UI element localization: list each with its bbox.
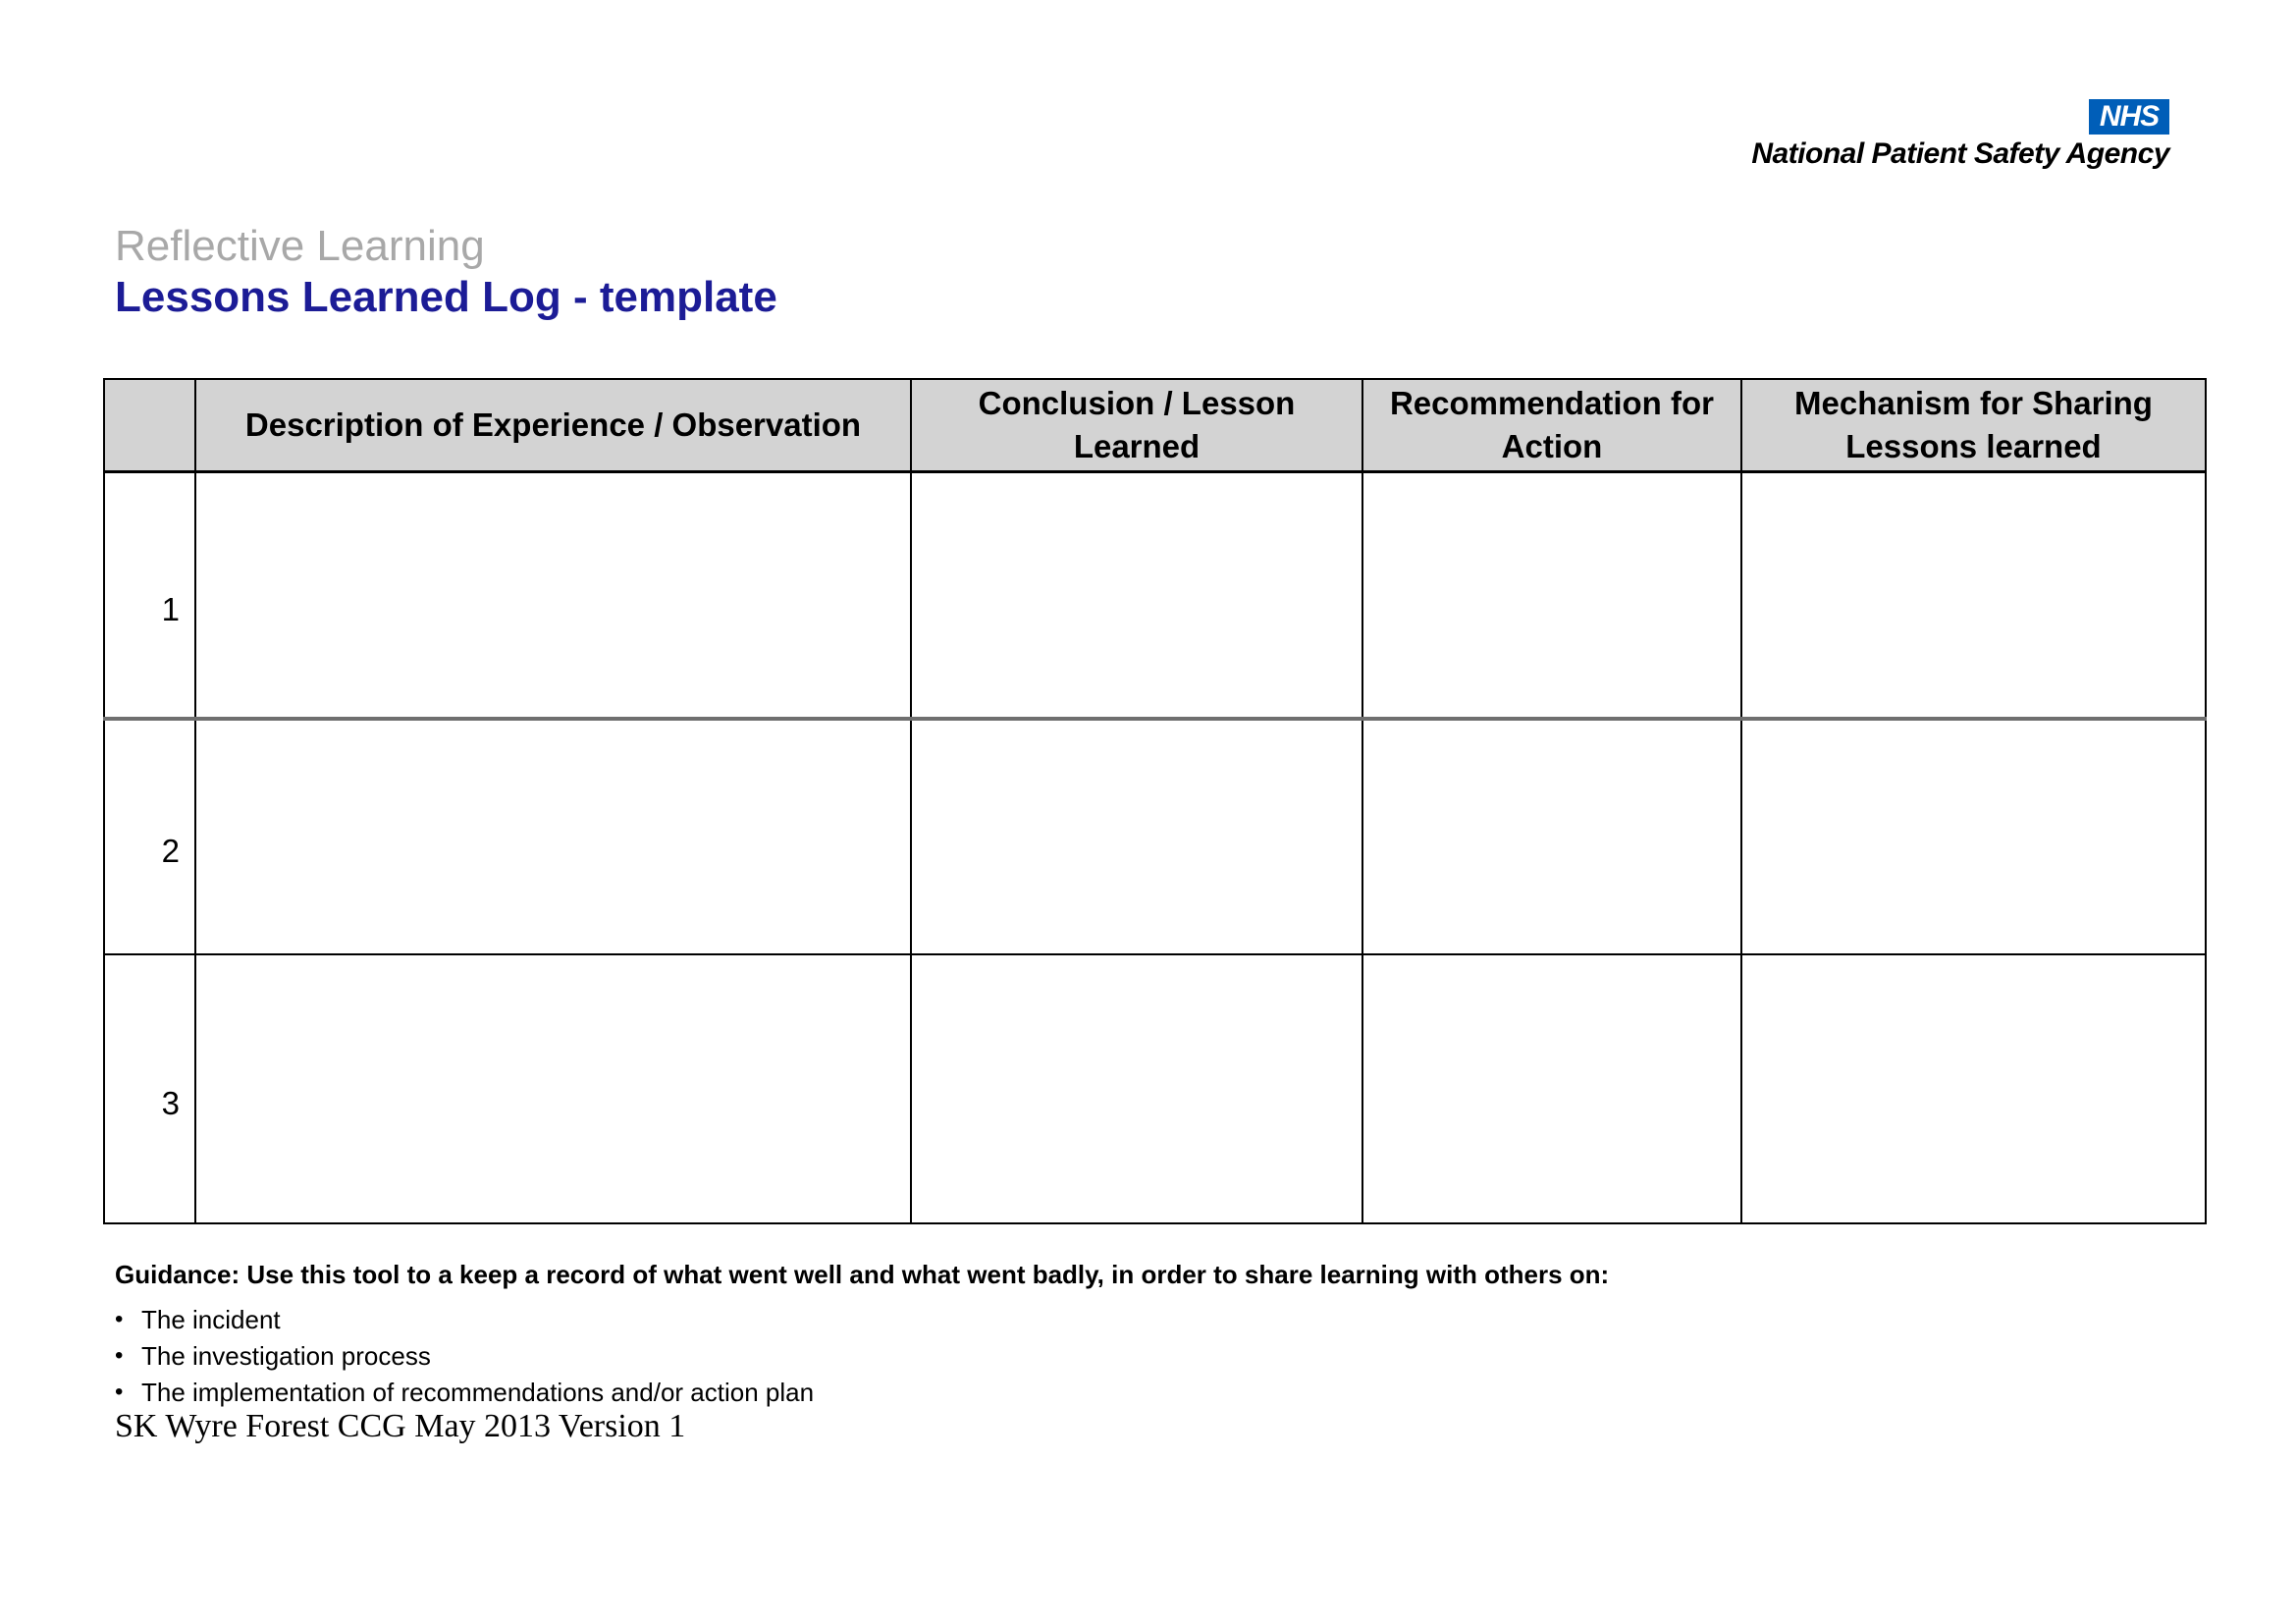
recommendation-cell — [1362, 472, 1741, 719]
column-header-mechanism: Mechanism for Sharing Lessons learned — [1741, 379, 2206, 472]
list-item — [115, 1379, 1882, 1408]
column-header-description: Description of Experience / Observation — [195, 379, 911, 472]
guidance-heading: Guidance: Use this tool to a keep a record of what went well and what went badly, in order to share learning with others on: — [115, 1260, 1610, 1289]
list-item — [115, 1342, 1882, 1372]
guidance-item-text: The implementation of recommendations and/or action plan — [141, 1377, 815, 1407]
guidance-item-text: The incident — [141, 1304, 281, 1334]
bullet-icon: • — [115, 1305, 124, 1332]
row-number-cell: 1 — [104, 472, 195, 719]
column-header-recommendation: Recommendation for Action — [1362, 379, 1741, 472]
bullet-icon: • — [115, 1341, 124, 1369]
description-cell — [195, 472, 911, 719]
table-header-row — [104, 379, 2206, 472]
mechanism-cell — [1741, 472, 2206, 719]
description-cell — [195, 719, 911, 954]
column-header-conclusion: Conclusion / Lesson Learned — [911, 379, 1362, 472]
recommendation-cell — [1362, 954, 1741, 1223]
document-subtitle: Reflective Learning — [115, 222, 485, 270]
guidance-block — [115, 1259, 1882, 1414]
column-header-row-number — [104, 379, 195, 472]
mechanism-cell — [1741, 954, 2206, 1223]
version-footer: SK Wyre Forest CCG May 2013 Version 1 — [115, 1408, 686, 1444]
row-number-cell: 2 — [104, 719, 195, 954]
table-row — [104, 472, 2206, 719]
nhs-logo — [2089, 99, 2169, 135]
description-cell — [195, 954, 911, 1223]
list-item — [115, 1306, 1882, 1335]
guidance-list — [115, 1306, 1882, 1408]
table-row — [104, 954, 2206, 1223]
conclusion-cell — [911, 954, 1362, 1223]
conclusion-cell — [911, 472, 1362, 719]
nhs-logo-text: NHS — [2099, 100, 2160, 133]
lessons-learned-table — [103, 378, 2207, 1224]
table-row — [104, 719, 2206, 954]
mechanism-cell — [1741, 719, 2206, 954]
guidance-item-text: The investigation process — [141, 1340, 431, 1371]
agency-name: National Patient Safety Agency — [1751, 137, 2169, 170]
recommendation-cell — [1362, 719, 1741, 954]
bullet-icon: • — [115, 1378, 124, 1405]
conclusion-cell — [911, 719, 1362, 954]
page-title: Lessons Learned Log - template — [115, 273, 777, 321]
row-number-cell: 3 — [104, 954, 195, 1223]
